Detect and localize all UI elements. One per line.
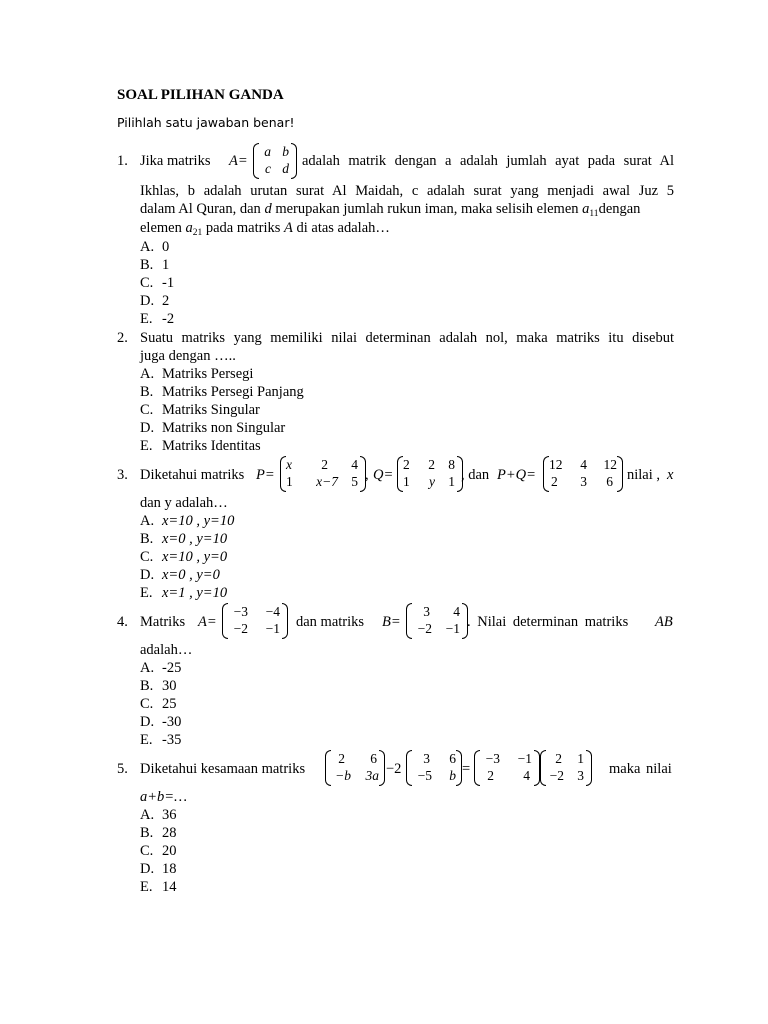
matrix-cell: 4 (351, 457, 358, 472)
question-lead: Diketahui kesamaan matriks (140, 761, 306, 777)
equals-sign: = (462, 761, 471, 777)
text-fragment: . Nilai determinan matriks (467, 614, 629, 630)
answer-option: A. 36 (140, 807, 177, 823)
matrix-cell: 2 (428, 457, 435, 472)
answer-option: B. 30 (140, 678, 177, 694)
matrix-cell: −1 (445, 621, 460, 636)
matrix-cell: x (286, 457, 292, 472)
matrix-cell: 1 (448, 474, 455, 489)
answer-option: C. 25 (140, 696, 177, 712)
matrix-label: B= (382, 614, 401, 630)
page-title: SOAL PILIHAN GANDA (117, 87, 284, 103)
subscript: 11 (589, 209, 599, 219)
question-number: 3. (117, 467, 128, 483)
question-text-line (140, 219, 390, 242)
answer-option: E. 14 (140, 879, 177, 895)
matrix-label: P+Q= (497, 467, 536, 483)
matrix-cell: 6 (606, 474, 613, 489)
matrix-cell: 3a (365, 768, 379, 783)
matrix-cell: −2 (233, 621, 248, 636)
question-text-line: a+b=… (140, 789, 187, 805)
element-a11: a (582, 201, 590, 217)
matrix-label: A= (198, 614, 217, 630)
answer-option: B. x=0 , y=10 (140, 531, 228, 547)
answer-option: E. -2 (140, 311, 175, 327)
symbol-ab: AB (655, 614, 673, 630)
matrix-cell: −1 (517, 751, 532, 766)
matrix-cell: 4 (580, 457, 587, 472)
matrix-cell: b (282, 144, 289, 159)
matrix-cell: 1 (403, 474, 410, 489)
matrix-cell: −4 (265, 604, 280, 619)
question-text-line: adalah matrik dengan a adalah jumlah ayat pada surat Al (302, 153, 674, 169)
matrix-cell: 3 (423, 751, 430, 766)
matrix-cell: 1 (286, 474, 293, 489)
symbol-a: A (284, 220, 293, 236)
matrix-cell: 4 (523, 768, 530, 783)
text-fragment: dengan (598, 201, 641, 217)
matrix-a (222, 603, 288, 639)
matrix-label: Q= (373, 467, 394, 483)
matrix-cell: 12 (603, 457, 617, 472)
answer-option: D. -30 (140, 714, 182, 730)
matrix-label: P= (256, 467, 275, 483)
matrix-m1 (325, 750, 385, 786)
matrix-label: A= (229, 153, 248, 169)
answer-option: B. 28 (140, 825, 177, 841)
question-lead: Jika matriks (140, 153, 211, 169)
question-text-line: Ikhlas, b adalah urutan surat Al Maidah, c adalah surat yang menjadi awal Juz 5 (140, 183, 674, 199)
question-text-line: juga dengan ….. (140, 348, 236, 364)
matrix-cell: 5 (351, 474, 358, 489)
text-fragment: , dan (461, 467, 490, 483)
matrix-cell: c (265, 161, 271, 176)
text-fragment: merupakan jumlah rukun iman, maka selisih elemen (275, 201, 579, 217)
matrix-cell: −3 (233, 604, 248, 619)
matrix-m2 (406, 750, 462, 786)
answer-option: B. Matriks Persegi Panjang (140, 384, 304, 400)
answer-option: D. 18 (140, 861, 177, 877)
answer-option: C. Matriks Singular (140, 402, 260, 418)
answer-option: A. x=10 , y=10 (140, 513, 235, 529)
comma: , (365, 467, 369, 483)
matrix-cell: 2 (321, 457, 328, 472)
matrix-cell: 2 (555, 751, 562, 766)
matrix-cell: 2 (403, 457, 410, 472)
matrix-m4 (540, 750, 592, 786)
question-number: 1. (117, 153, 128, 169)
scalar: −2 (386, 761, 402, 777)
instruction: Pilihlah satu jawaban benar! (117, 115, 295, 130)
text-fragment: pada matriks (205, 220, 281, 236)
matrix-cell: 3 (577, 768, 584, 783)
matrix-m3 (474, 750, 540, 786)
answer-option: D. 2 (140, 293, 170, 309)
question-number: 4. (117, 614, 128, 630)
matrix-a (253, 143, 297, 179)
question-text-line: adalah… (140, 642, 193, 658)
matrix-cell: −3 (485, 751, 500, 766)
subscript: 21 (192, 228, 203, 238)
matrix-cell: −2 (417, 621, 432, 636)
text-fragment: di atas adalah… (296, 220, 390, 236)
answer-option: D. Matriks non Singular (140, 420, 286, 436)
matrix-b (406, 603, 468, 639)
text-fragment: nilai , (627, 467, 661, 483)
answer-option: B. 1 (140, 257, 170, 273)
question-text-line: Suatu matriks yang memiliki nilai determinan adalah nol, maka matriks itu disebut (140, 330, 674, 346)
answer-option: C. 20 (140, 843, 177, 859)
question-lead: Matriks (140, 614, 186, 630)
matrix-cell: 3 (423, 604, 430, 619)
matrix-cell: x−7 (316, 474, 338, 489)
answer-option: D. x=0 , y=0 (140, 567, 220, 583)
text-fragment: maka nilai (609, 761, 672, 777)
matrix-cell: −1 (265, 621, 280, 636)
answer-option: C. -1 (140, 275, 175, 291)
element-a21: a (185, 220, 193, 236)
matrix-cell: 6 (370, 751, 377, 766)
matrix-cell: −2 (549, 768, 564, 783)
matrix-cell: 2 (338, 751, 345, 766)
matrix-cell: b (449, 768, 456, 783)
matrix-cell: 3 (580, 474, 587, 489)
matrix-cell: 1 (577, 751, 584, 766)
question-number: 5. (117, 761, 128, 777)
answer-option: E. x=1 , y=10 (140, 585, 228, 601)
answer-option: E. -35 (140, 732, 182, 748)
matrix-p (280, 456, 366, 492)
question-lead: Diketahui matriks (140, 467, 245, 483)
matrix-cell: 2 (551, 474, 558, 489)
answer-option: E. Matriks Identitas (140, 438, 261, 454)
answer-option: A. Matriks Persegi (140, 366, 254, 382)
matrix-cell: 4 (453, 604, 460, 619)
matrix-cell: 2 (487, 768, 494, 783)
matrix-p-plus-q (543, 456, 623, 492)
text-fragment: elemen (140, 220, 182, 236)
matrix-cell: 8 (448, 457, 455, 472)
answer-option: C. x=10 , y=0 (140, 549, 228, 565)
question-number: 2. (117, 330, 128, 346)
matrix-cell: y (429, 474, 435, 489)
matrix-q (397, 456, 463, 492)
matrix-cell: 12 (549, 457, 563, 472)
matrix-cell: 6 (449, 751, 456, 766)
matrix-cell: −5 (417, 768, 432, 783)
answer-option: A. -25 (140, 660, 182, 676)
text-fragment: dalam Al Quran, dan (140, 201, 261, 217)
question-text-line: dan y adalah… (140, 495, 228, 511)
symbol-d: d (264, 201, 272, 217)
matrix-cell: −b (335, 768, 351, 783)
text-fragment: dan matriks (296, 614, 365, 630)
matrix-cell: a (264, 144, 271, 159)
matrix-cell: d (282, 161, 289, 176)
answer-option: A. 0 (140, 239, 170, 255)
symbol-x: x (667, 467, 674, 483)
